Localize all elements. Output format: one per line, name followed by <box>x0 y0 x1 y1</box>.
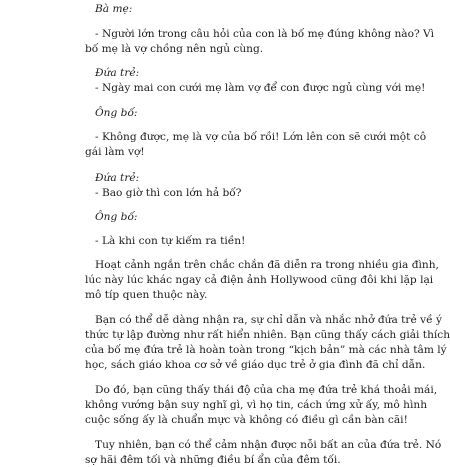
text-line: Do đó, bạn cũng thấy thái độ của cha mẹ đứa trẻ khá thoải mái, <box>95 384 438 396</box>
text-line: học, sách giáo khoa cơ sở về giáo dục trẻ ở gia đình đã chỉ dẫn. <box>85 359 426 371</box>
text-line: Bạn có thể dễ dàng nhận ra, sự chỉ dẫn và nhắc nhở đứa trẻ về ý <box>95 314 442 326</box>
text-line: - Không được, mẹ là vợ của bố rồi! Lớn lên con sẽ cưới một cô <box>95 131 427 143</box>
speaker-label: Đứa trẻ: <box>95 67 140 79</box>
text-line: không vướng bận suy nghĩ gì, vì họ tin, cách ứng xử ấy, mô hình <box>85 399 428 411</box>
text-line: mô típ quen thuộc này. <box>85 289 208 301</box>
text-line: lúc này lúc khác ngay cả điện ảnh Hollywood cũng đôi khi lặp lại <box>85 274 434 286</box>
speaker-label: Bà mẹ: <box>95 3 133 15</box>
text-line: - Người lớn trong câu hỏi của con là bố mẹ đúng không nào? Vì <box>95 28 435 40</box>
text-line: - Bao giờ thì con lớn hả bố? <box>95 187 242 199</box>
text-line: gái làm vợ! <box>85 146 145 158</box>
text-line: - Là khi con tự kiếm ra tiền! <box>95 235 246 247</box>
text-line: Tuy nhiên, bạn có thể cảm nhận được nỗi bất an của đứa trẻ. Nó <box>95 439 442 451</box>
text-line: - Ngày mai con cưới mẹ làm vợ để con được ngủ cùng với mẹ! <box>95 82 426 94</box>
text-line: Hoạt cảnh ngắn trên chắc chắn đã diễn ra trong nhiều gia đình, <box>95 259 439 271</box>
text-line: cuộc sống ấy là chuẩn mực và không có điều gì cần bàn cãi! <box>85 414 408 426</box>
text-line: của bố mẹ đứa trẻ là hoàn toàn trong “kịch bản” mà các nhà tâm lý <box>85 344 447 356</box>
text-line: sợ hãi đêm tối và những điều bí ẩn của đêm tối. <box>85 454 341 466</box>
speaker-label: Đứa trẻ: <box>95 172 140 184</box>
speaker-label: Ông bố: <box>95 211 138 223</box>
speaker-label: Ông bố: <box>95 107 138 119</box>
text-line: thức tự lập đường như rất hiển nhiên. Bạn cũng thấy cách giải thích <box>85 329 450 341</box>
text-line: bố mẹ là vợ chồng nên ngủ cùng. <box>85 43 264 55</box>
